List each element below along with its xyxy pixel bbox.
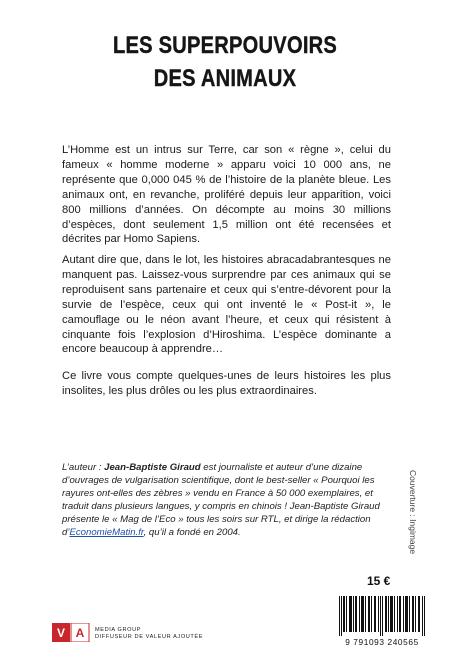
blurb-paragraph-3: Ce livre vous compte quelques-unes de leurs histoires les plus insolites, les plus drôles ou les plus extraordinaires.	[62, 370, 391, 397]
price-label: 15 €	[367, 574, 391, 588]
author-prefix: L’auteur :	[62, 462, 105, 473]
svg-text:A: A	[75, 626, 85, 640]
author-bio-part-2: présente le « Mag de l’Eco » tous les soirs sur RTL, et dirige la rédaction d’	[62, 513, 371, 538]
author-bio-part-3: , qu’il a fondé en 2004.	[143, 526, 241, 538]
author-bio-part-1: est journaliste et auteur d’une dizaine d’ouvrages de vulgarisation scientifique, dont le best-seller « Pourquoi les rayures ont-elles des zèbres » vendu en France à 50 000 exemplaires, et traduit dans plusieurs langues, y compris en chinois !	[62, 462, 375, 512]
blurb-paragraph-1: L’Homme est un intrus sur Terre, car son « règne », celui du fameux « homme moderne » apparu voici 10 000 ans, ne représente que 0,000 045 % de l’histoire de la planète bleue. Les animaux ont, en revanche, proliféré depuis leur apparition, voici 800 millions d’années. On décompte au moins 30 millions d’espèces, dont seulement 1,5 million ont été recensées et décrites par Homo Sapiens.	[62, 144, 391, 246]
isbn-barcode	[339, 596, 425, 636]
blurb-paragraph-2: Autant dire que, dans le lot, les histoires abracadabrantesques ne manquent pas. Laissez-vous surprendre par ces animaux qui se reproduisent sans partenaire et ceux qui s’entre-dévorent pour la survie de l’espèce, ceux qui ont inventé le « Post-it », le camouflage ou le néon avant l’heure, et ceux qui résistent à cinquante fois l’explosion d’Hiroshima. L’espèce dominante a encore beaucoup à apprendre…	[62, 254, 391, 356]
economiematin-link[interactable]: EconomieMatin.fr	[69, 526, 144, 538]
cover-credit: Couverture : Ingimage	[408, 470, 418, 555]
isbn-number: 9 791093 240565	[345, 637, 419, 647]
publisher-text	[95, 627, 203, 641]
author-name: Jean-Baptiste Giraud	[104, 462, 201, 473]
publisher-line-2: DIFFUSEUR DE VALEUR AJOUTÉE	[95, 634, 204, 641]
va-publisher-logo	[52, 623, 90, 642]
svg-text:V: V	[56, 626, 66, 640]
book-title-line-2: DES ANIMAUX	[153, 65, 297, 92]
author-bio	[62, 462, 395, 539]
publisher-line-1: MEDIA GROUP	[95, 627, 142, 633]
book-title-line-1: LES SUPERPOUVOIRS	[112, 32, 338, 59]
author-name-repeat: Jean-Baptiste Giraud	[289, 500, 380, 512]
